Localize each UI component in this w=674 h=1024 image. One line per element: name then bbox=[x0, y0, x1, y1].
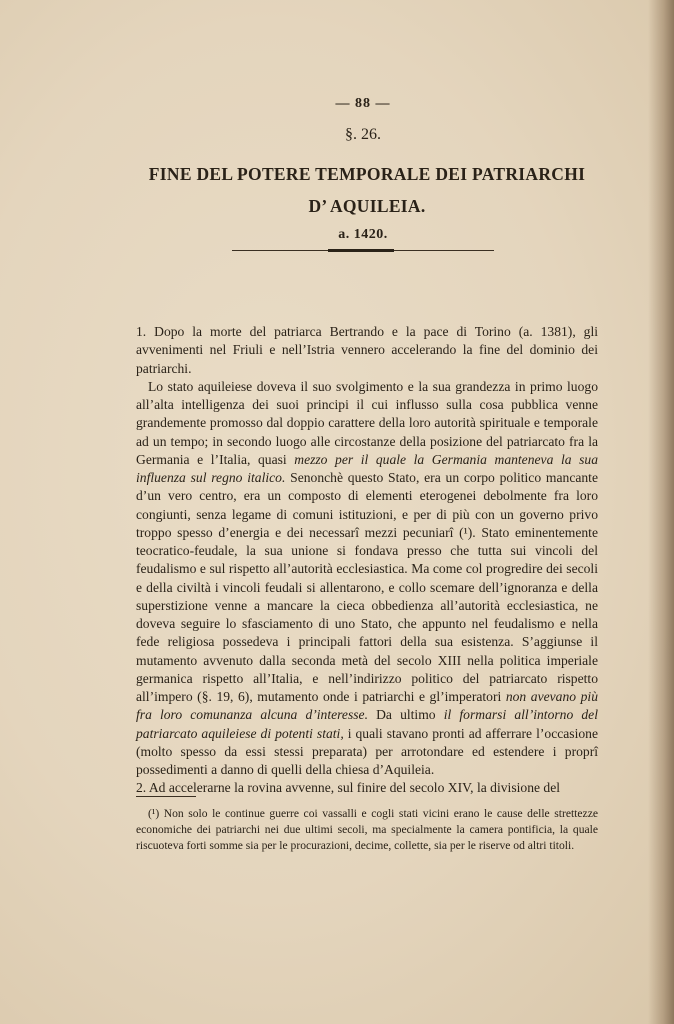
text-segment: i quali stavano pronti ad afferrare l’occasione (molto spesso da essi stessi preparata) per arrotondare ed estendere i proprî possedimenti a danno di quelli della chiesa d’Aquileia. bbox=[136, 725, 598, 777]
text-segment: Lo stato aquileiese doveva il suo svolgimento e la sua grandezza in primo luogo all’alta intelligenza dei suoi principi il cui influsso sulla cosa pubblica venne grandemente promosso dal doppio carattere della loro autorità spirituale e temporale ad un tempo; in secondo luogo alle circostanze della posizione del patriarcato fra la Germania e l’Italia, quasi bbox=[136, 378, 598, 467]
section-number: §. 26. bbox=[345, 126, 381, 143]
text-segment: Senonchè questo Stato, era un corpo politico mancante d’un vero centro, era un composto di elementi eterogenei debolmente fra loro congiunti, senza legame di comuni istituzioni, e per di più con un governo privo troppo spesso d’energia e dei necessarî mezzi pecuniarî (¹). Stato eminentemente teocratico-feudale, la sua unione si fondava presso che tutta sui vincoli del feudalismo e sul rispetto all’autorità ecclesiastica. Ma come col progredire dei secoli e della civiltà i vincoli feudali si allentarono, e collo scemare dell’ignoranza e della superstizione venne a mancare la cieca obbedienza all’autorità ecclesiastica, ne doveva seguire lo sfasciamento di uno Stato, che appunto nel feudalismo e nella fede religiosa possedeva i principali fattori della sua esistenza. S’aggiunse il mutamento avvenuto dalla seconda metà del secolo XIII nella politica imperiale germanica rispetto all’Italia, e nell’indirizzo politico del patriarcato rispetto all’impero (§. 19, 6), mutamento onde i patriarchi e gl’imperatori bbox=[136, 470, 598, 704]
chapter-title-line1: FINE DEL POTERE TEMPORALE DEI PATRIARCHI bbox=[148, 164, 586, 184]
text-segment: Da ultimo bbox=[367, 707, 444, 723]
footnote-rule bbox=[136, 796, 196, 797]
footnote-text: (¹) Non solo le continue guerre coi vassalli e cogli stati vicini erano le cause delle strettezze economiche dei patriarchi nei due ultimi secoli, ma specialmente la camera pontificia, la quale riscuoteva forti somme sia per le procurazioni, decime, collette, sia per le riserve od altri titoli. bbox=[136, 807, 598, 853]
text-segment: 1. Dopo la morte del patriarca Bertrando e la pace di Torino (a. 1381), gli avvenimenti nel Friuli e nell’Istria vennero accelerando la fine del dominio dei patriarchi. bbox=[136, 324, 598, 376]
chapter-year: a. 1420. bbox=[338, 227, 388, 242]
paragraph-3 bbox=[136, 779, 598, 797]
italic-segment: il formarsi all’intorno del patriarcato aquileiese di potenti stati, bbox=[136, 707, 598, 741]
paragraph-2 bbox=[136, 378, 598, 780]
paragraph-1 bbox=[136, 323, 598, 378]
footnote bbox=[136, 806, 598, 855]
page-number: — 88 — bbox=[335, 96, 391, 111]
italic-segment: non avevano più fra loro comunanza alcuna d’interesse. bbox=[136, 689, 598, 723]
chapter-title-line2: D’ AQUILEIA. bbox=[308, 196, 426, 216]
text-segment: 2. Ad accelerarne la rovina avvenne, sul finire del secolo XIV, la divisione del bbox=[136, 780, 561, 796]
italic-segment: mezzo per il quale la Germania manteneva la sua influenza sul regno italico. bbox=[136, 451, 598, 485]
page-edge-shadow bbox=[648, 0, 674, 1024]
body-text bbox=[136, 323, 598, 798]
title-rule-ornament bbox=[328, 249, 394, 252]
